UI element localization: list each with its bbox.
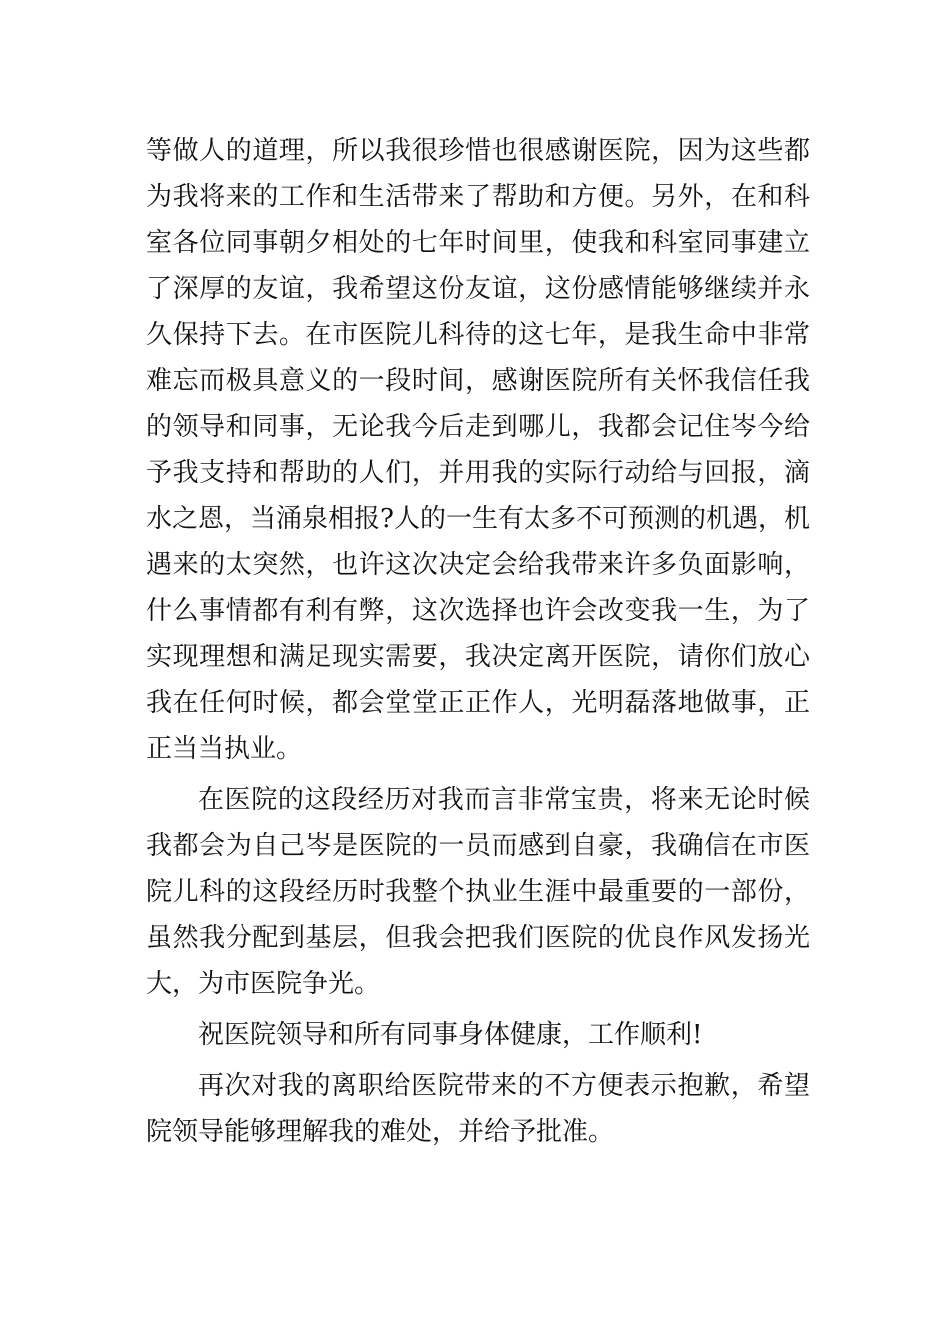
text-line: 我都会为自己岑是医院的一员而感到自豪，我确信在市医 bbox=[146, 831, 810, 861]
text-line: 再次对我的离职给医院带来的不方便表示抱歉，希望 bbox=[198, 1071, 810, 1101]
paragraph bbox=[146, 1012, 810, 1058]
text-line: 什么事情都有利有弊，这次选择也许会改变我一生，为了 bbox=[146, 596, 810, 626]
text-line: 实现理想和满足现实需要，我决定离开医院，请你们放心 bbox=[146, 642, 810, 672]
paragraph bbox=[146, 777, 810, 1007]
text-line: 等做人的道理，所以我很珍惜也很感谢医院，因为这些都 bbox=[146, 136, 810, 166]
text-line: 为我将来的工作和生活带来了帮助和方便。另外，在和科 bbox=[146, 182, 810, 212]
text-line: 大，为市医院争光。 bbox=[146, 969, 381, 999]
text-line: 祝医院领导和所有同事身体健康，工作顺利! bbox=[198, 1020, 703, 1050]
text-line: 我在任何时候，都会堂堂正正作人，光明磊落地做事，正 bbox=[146, 688, 810, 718]
text-line: 了深厚的友谊，我希望这份友谊，这份感情能够继续并永 bbox=[146, 274, 810, 304]
text-line: 水之恩，当涌泉相报?人的一生有太多不可预测的机遇，机 bbox=[146, 504, 810, 534]
text-line: 予我支持和帮助的人们，并用我的实际行动给与回报，滴 bbox=[146, 458, 810, 488]
text-line: 室各位同事朝夕相处的七年时间里，使我和科室同事建立 bbox=[146, 228, 810, 258]
paragraph bbox=[146, 1063, 810, 1155]
text-line: 院领导能够理解我的难处，并给予批准。 bbox=[146, 1117, 615, 1147]
text-line: 遇来的太突然，也许这次决定会给我带来许多负面影响， bbox=[146, 550, 810, 580]
text-line: 院儿科的这段经历时我整个执业生涯中最重要的一部份， bbox=[146, 877, 810, 907]
text-line: 虽然我分配到基层，但我会把我们医院的优良作风发扬光 bbox=[146, 923, 810, 953]
text-line: 正当当执业。 bbox=[146, 734, 303, 764]
paragraph bbox=[146, 128, 810, 772]
text-line: 的领导和同事，无论我今后走到哪儿，我都会记住岑今给 bbox=[146, 412, 810, 442]
text-line: 在医院的这段经历对我而言非常宝贵，将来无论时候 bbox=[198, 785, 810, 815]
text-line: 久保持下去。在市医院儿科待的这七年，是我生命中非常 bbox=[146, 320, 810, 350]
text-line: 难忘而极具意义的一段时间，感谢医院所有关怀我信任我 bbox=[146, 366, 810, 396]
letter-body bbox=[146, 128, 810, 1155]
